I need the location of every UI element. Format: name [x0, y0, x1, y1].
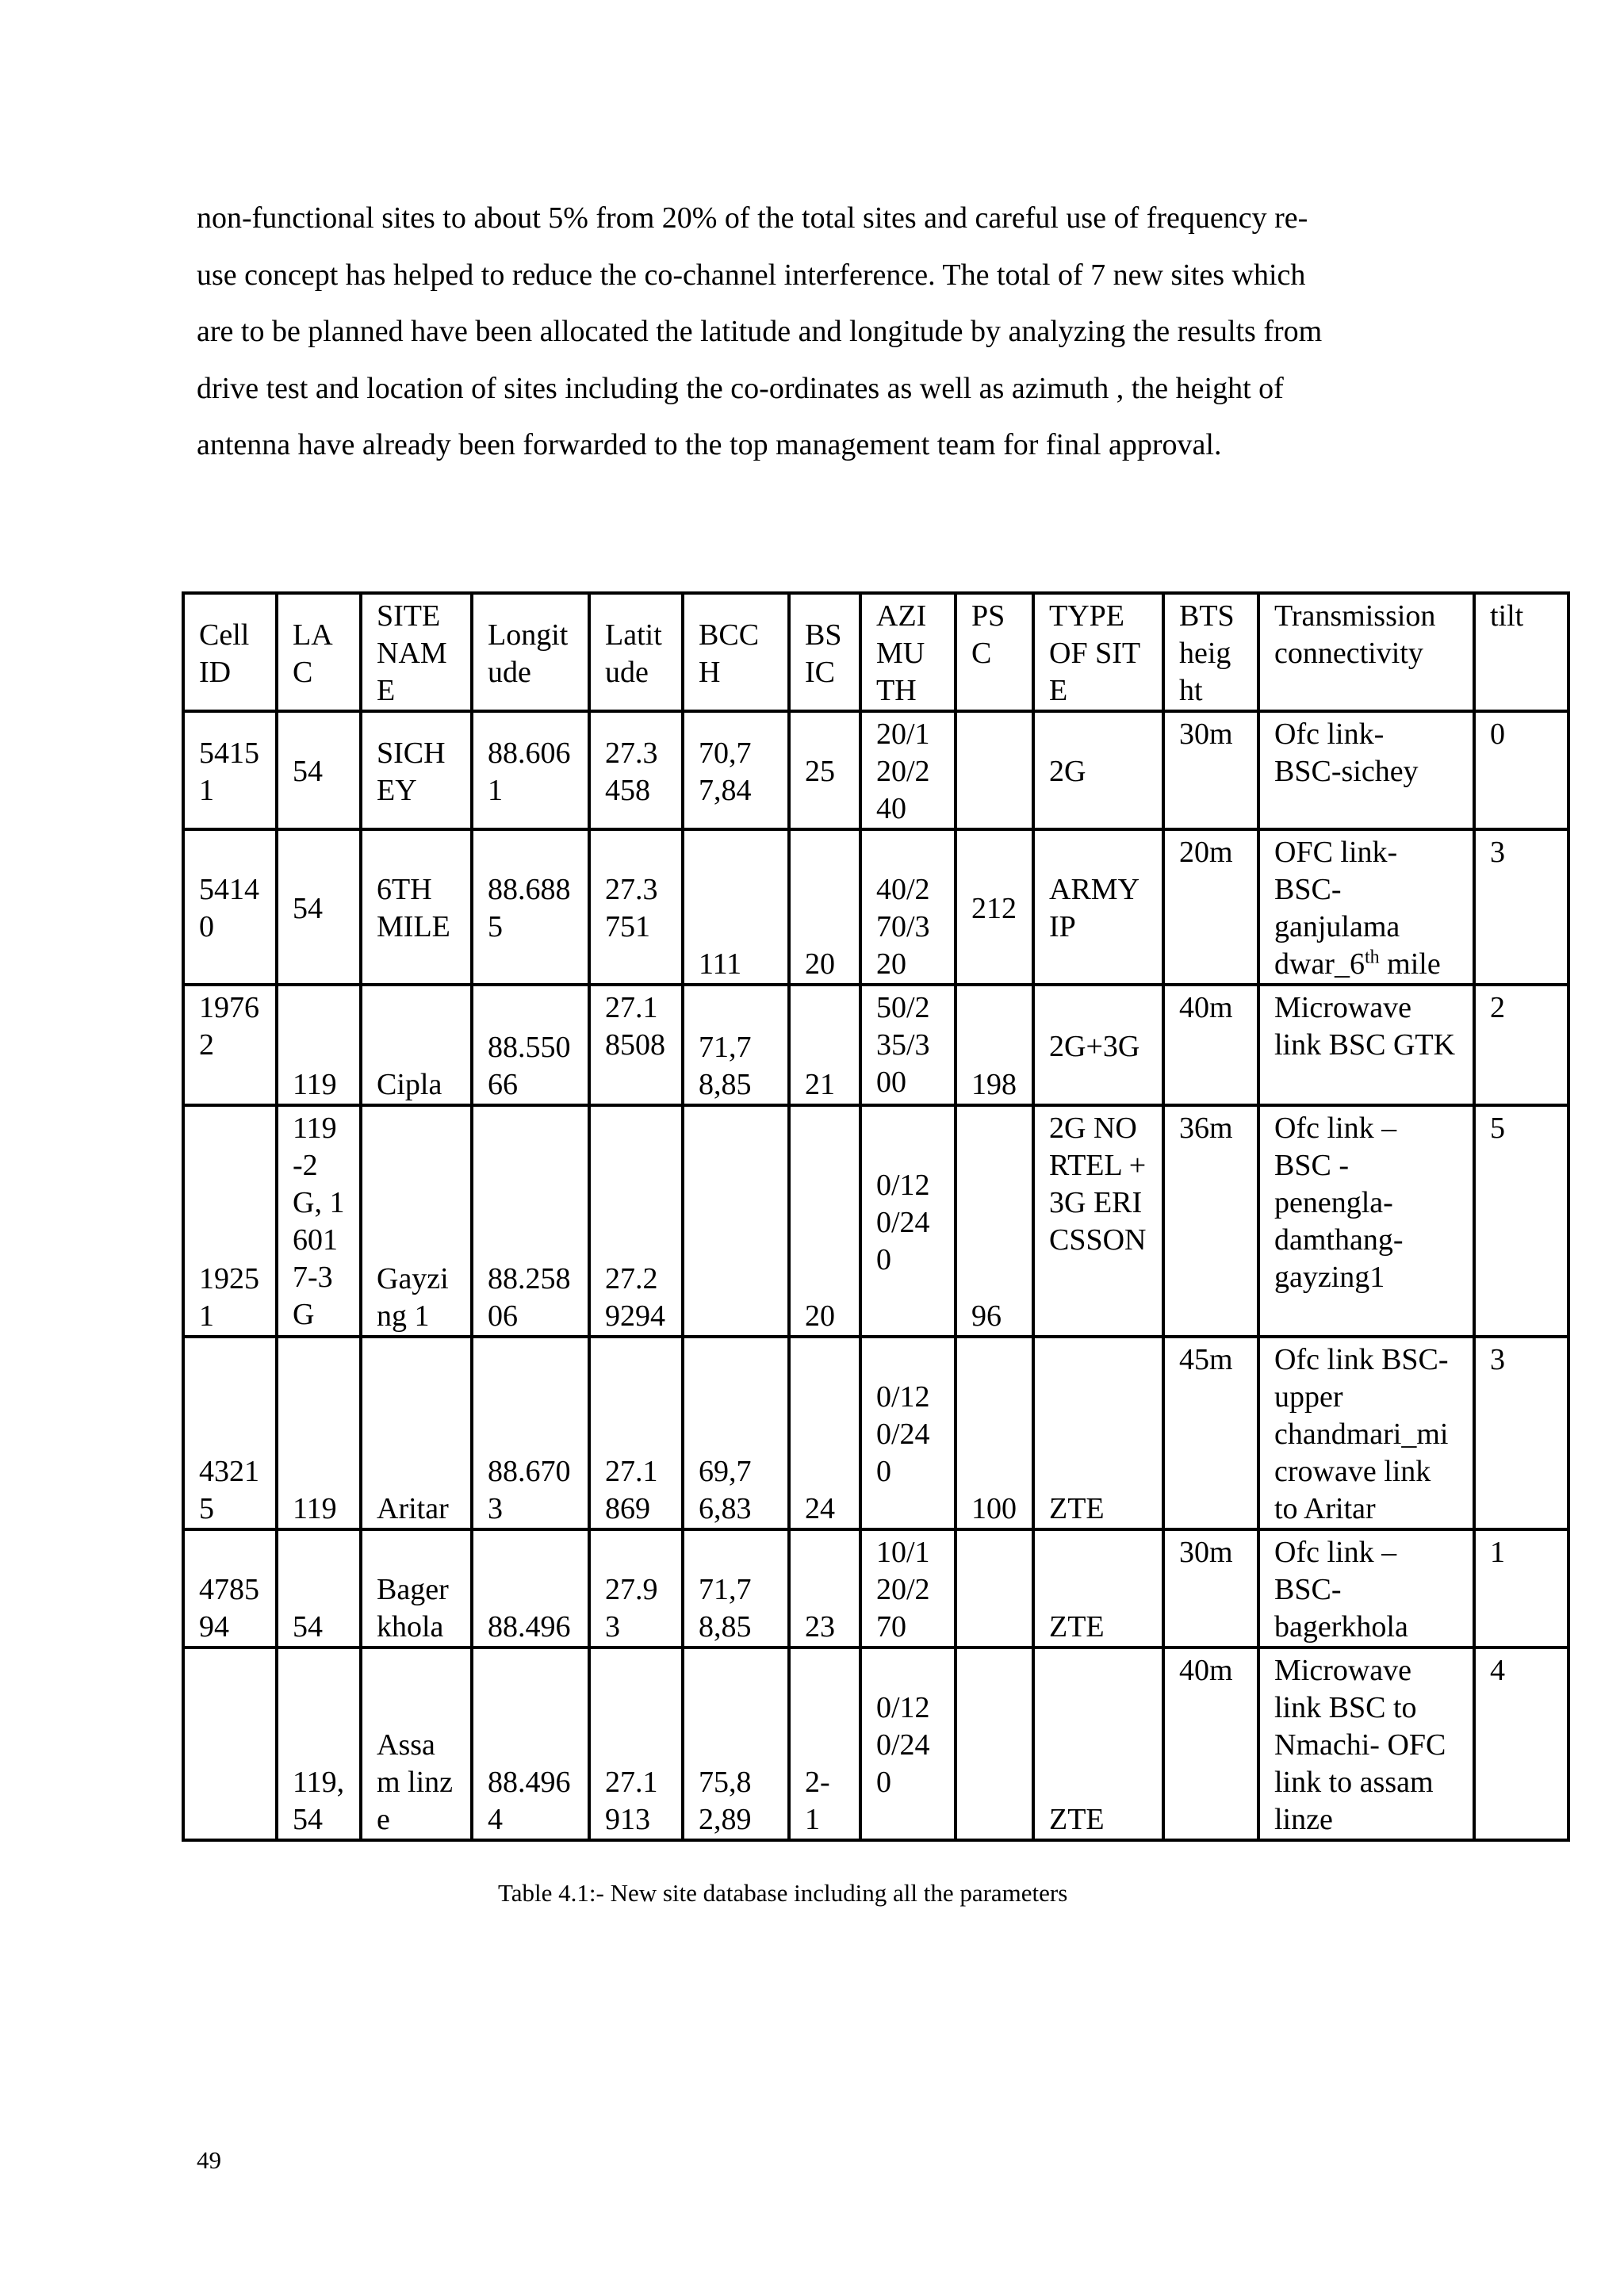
cell-bts-height: 30m — [1163, 1529, 1258, 1647]
site-database-table — [182, 591, 1570, 1842]
cell-psc: 212 — [956, 829, 1033, 985]
cell-bsic: 24 — [789, 1337, 860, 1529]
cell-type-of-site: ZTE — [1033, 1337, 1163, 1529]
cell-bts-height: 36m — [1163, 1105, 1258, 1337]
cell-lac: 119 — [277, 1337, 361, 1529]
cell-azimuth: 0/120/240 — [860, 1647, 956, 1840]
cell-bts-height: 40m — [1163, 1647, 1258, 1840]
cell-transmission — [1258, 829, 1474, 985]
cell-site-name: 6TH MILE — [361, 829, 472, 985]
cell-tilt: 0 — [1474, 711, 1568, 829]
header-bsic: BSIC — [789, 593, 860, 711]
cell-bcch: 70,77,84 — [683, 711, 789, 829]
paragraph-line: use concept has helped to reduce the co-channel interference. The total of 7 new sites which — [197, 258, 1306, 292]
cell-longitude: 88.6061 — [472, 711, 589, 829]
cell-latitude: 27.29294 — [589, 1105, 683, 1337]
cell-lac: 54 — [277, 1529, 361, 1647]
cell-type-of-site: ARMY IP — [1033, 829, 1163, 985]
table-row — [183, 711, 1568, 829]
cell-azimuth: 0/120/240 — [860, 1105, 956, 1337]
header-bcch: BCCH — [683, 593, 789, 711]
cell-id: 54140 — [183, 829, 277, 985]
cell-longitude: 88.4964 — [472, 1647, 589, 1840]
paragraph-line: drive test and location of sites including the co-ordinates as well as azimuth , the height of — [197, 371, 1284, 405]
cell-tilt: 5 — [1474, 1105, 1568, 1337]
header-transmission: Transmission connectivity — [1258, 593, 1474, 711]
cell-azimuth: 0/120/240 — [860, 1337, 956, 1529]
table-row — [183, 1647, 1568, 1840]
cell-id: 478594 — [183, 1529, 277, 1647]
cell-tilt: 1 — [1474, 1529, 1568, 1647]
cell-type-of-site: 2G NORTEL +3G ERICSSON — [1033, 1105, 1163, 1337]
header-lac: LAC — [277, 593, 361, 711]
cell-lac: 54 — [277, 829, 361, 985]
table-row — [183, 1105, 1568, 1337]
cell-psc — [956, 1529, 1033, 1647]
cell-psc: 96 — [956, 1105, 1033, 1337]
page-number: 49 — [197, 2146, 221, 2174]
cell-site-name: Cipla — [361, 985, 472, 1105]
cell-azimuth: 50/235/300 — [860, 985, 956, 1105]
cell-azimuth: 20/120/240 — [860, 711, 956, 829]
cell-bts-height: 45m — [1163, 1337, 1258, 1529]
cell-bcch: 69,76,83 — [683, 1337, 789, 1529]
cell-tilt: 2 — [1474, 985, 1568, 1105]
cell-type-of-site: ZTE — [1033, 1529, 1163, 1647]
cell-id: 19762 — [183, 985, 277, 1105]
cell-lac: 54 — [277, 711, 361, 829]
cell-azimuth: 40/270/320 — [860, 829, 956, 985]
header-site-name: SITE NAME — [361, 593, 472, 711]
paragraph-line: antenna have already been forwarded to the top management team for final approval. — [197, 428, 1222, 461]
cell-psc — [956, 1647, 1033, 1840]
cell-transmission: Ofc link – BSC - penengla- damthang- gayzing1 — [1258, 1105, 1474, 1337]
cell-latitude: 27.3751 — [589, 829, 683, 985]
paragraph-line: are to be planned have been allocated the latitude and longitude by analyzing the results from — [197, 315, 1323, 348]
cell-azimuth: 10/120/270 — [860, 1529, 956, 1647]
cell-type-of-site: ZTE — [1033, 1647, 1163, 1840]
cell-bsic: 23 — [789, 1529, 860, 1647]
table-row — [183, 829, 1568, 985]
cell-transmission: Ofc link BSC-upper chandmari_microwave link to Aritar — [1258, 1337, 1474, 1529]
table-row — [183, 985, 1568, 1105]
cell-latitude: 27.1913 — [589, 1647, 683, 1840]
paragraph-line: non-functional sites to about 5% from 20% of the total sites and careful use of frequency re- — [197, 201, 1308, 235]
cell-id: 19251 — [183, 1105, 277, 1337]
cell-site-name: Gayzing 1 — [361, 1105, 472, 1337]
cell-psc: 198 — [956, 985, 1033, 1105]
cell-bsic: 20 — [789, 829, 860, 985]
cell-longitude: 88.55066 — [472, 985, 589, 1105]
header-azimuth: AZIMUTH — [860, 593, 956, 711]
cell-bcch — [683, 1105, 789, 1337]
cell-longitude: 88.6703 — [472, 1337, 589, 1529]
cell-bcch: 71,78,85 — [683, 985, 789, 1105]
cell-latitude: 27.93 — [589, 1529, 683, 1647]
header-type-of-site: TYPE OF SITE — [1033, 593, 1163, 711]
cell-latitude: 27.3458 — [589, 711, 683, 829]
body-paragraph — [197, 190, 1450, 474]
cell-transmission: Ofc link- BSC-sichey — [1258, 711, 1474, 829]
cell-site-name: SICHEY — [361, 711, 472, 829]
table-header-row — [183, 593, 1568, 711]
cell-bts-height: 20m — [1163, 829, 1258, 985]
ordinal-suffix: th — [1364, 947, 1380, 968]
cell-bcch: 75,82,89 — [683, 1647, 789, 1840]
table-row — [183, 1529, 1568, 1647]
cell-longitude: 88.25806 — [472, 1105, 589, 1337]
cell-tilt: 3 — [1474, 829, 1568, 985]
header-latitude: Latitude — [589, 593, 683, 711]
cell-bts-height: 30m — [1163, 711, 1258, 829]
cell-bsic: 25 — [789, 711, 860, 829]
cell-bsic: 20 — [789, 1105, 860, 1337]
cell-tilt: 3 — [1474, 1337, 1568, 1529]
cell-site-name: Aritar — [361, 1337, 472, 1529]
cell-type-of-site: 2G — [1033, 711, 1163, 829]
table-caption: Table 4.1:- New site database including all the parameters — [498, 1879, 1068, 1907]
cell-psc — [956, 711, 1033, 829]
header-psc: PSC — [956, 593, 1033, 711]
cell-tilt: 4 — [1474, 1647, 1568, 1840]
cell-transmission: Microwave link BSC to Nmachi- OFC link to assam linze — [1258, 1647, 1474, 1840]
cell-bcch: 111 — [683, 829, 789, 985]
cell-id — [183, 1647, 277, 1840]
cell-lac: 119,54 — [277, 1647, 361, 1840]
cell-type-of-site: 2G+3G — [1033, 985, 1163, 1105]
header-tilt: tilt — [1474, 593, 1568, 711]
cell-id: 43215 — [183, 1337, 277, 1529]
cell-site-name: Assam linze — [361, 1647, 472, 1840]
cell-transmission: Ofc link – BSC- bagerkhola — [1258, 1529, 1474, 1647]
cell-site-name: Bagerkhola — [361, 1529, 472, 1647]
cell-latitude: 27.18508 — [589, 985, 683, 1105]
header-cell-id: Cell ID — [183, 593, 277, 711]
table-row — [183, 1337, 1568, 1529]
cell-bcch: 71,78,85 — [683, 1529, 789, 1647]
header-longitude: Longitude — [472, 593, 589, 711]
table-body — [183, 593, 1568, 1840]
cell-latitude: 27.1869 — [589, 1337, 683, 1529]
cell-bsic: 21 — [789, 985, 860, 1105]
cell-bsic: 2-1 — [789, 1647, 860, 1840]
cell-longitude: 88.496 — [472, 1529, 589, 1647]
cell-longitude: 88.6885 — [472, 829, 589, 985]
cell-lac: 119 — [277, 985, 361, 1105]
transmission-tail: mile — [1379, 947, 1441, 981]
cell-lac: 119-2G, 16017-3G — [277, 1105, 361, 1337]
transmission-text: OFC link- BSC- ganjulama dwar_6 — [1274, 836, 1400, 981]
header-bts-height: BTS height — [1163, 593, 1258, 711]
cell-bts-height: 40m — [1163, 985, 1258, 1105]
cell-psc: 100 — [956, 1337, 1033, 1529]
cell-id: 54151 — [183, 711, 277, 829]
cell-transmission: Microwave link BSC GTK — [1258, 985, 1474, 1105]
